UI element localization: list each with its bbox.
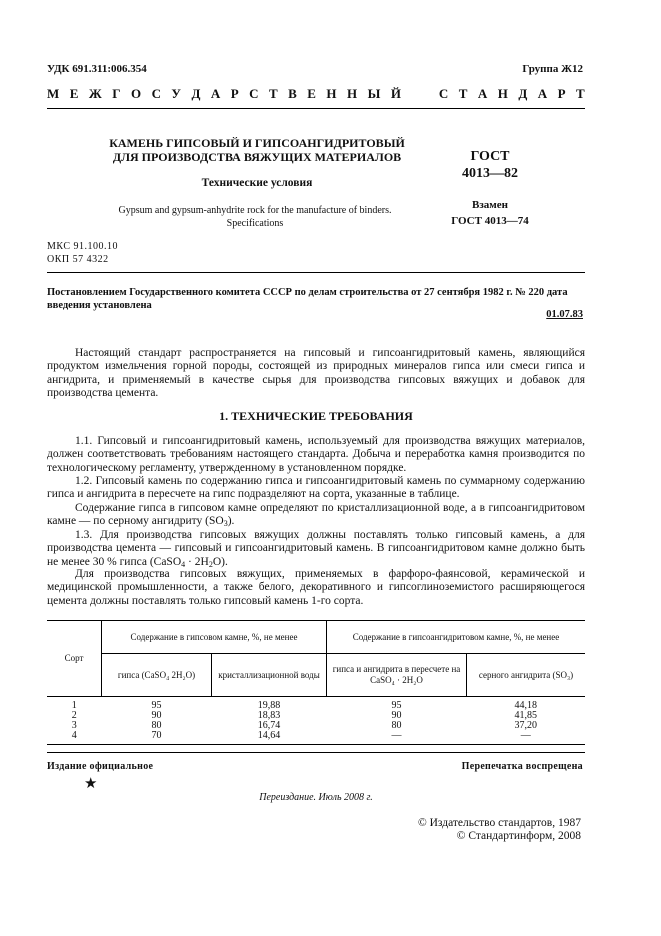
english-title-line-2: Specifications (226, 218, 284, 229)
document-title (92, 136, 422, 164)
banner-letter: А (537, 86, 548, 101)
table-cell-gyp-anh: 95 (391, 700, 402, 711)
banner-letter: Т (576, 86, 585, 101)
okp-code: ОКП 57 4322 (47, 254, 109, 265)
clause-1-3-text-a: 1.3. Для производства гипсовых вяжущих должны поставлять только гипсовый камень, а для производства цемента — гипсовый и гипсоангидритовый камень. В гипсоангидритовом камне должно быть не менее 30 % гипса (CaSO (47, 529, 585, 568)
reprint-prohibited: Перепечатка воспрещена (461, 761, 583, 772)
footer-divider (47, 752, 585, 753)
clause-1-2: 1.2. Гипсовый камень по содержанию гипса и гипсоангидритовый камень по суммарному содержанию гипса и ангидрита в пересчете на гипс подразделяют на сорта, указанные в таблице. (47, 475, 585, 501)
title-line-1: КАМЕНЬ ГИПСОВЫЙ И ГИПСОАНГИДРИТОВЫЙ (109, 136, 405, 150)
header-gypsum-anhydrite: гипса и ангидрита в пересчете на CaSO₄ · 2H₂O (327, 654, 467, 697)
udk-code: УДК 691.311:006.354 (47, 63, 147, 75)
table-cell-water: 19,88 (257, 700, 281, 711)
table-cell-gypsum: 90 (151, 710, 162, 721)
header-gypsum-rock: Содержание в гипсовом камне, %, не менее (102, 621, 327, 654)
banner-letter: Ы (367, 86, 381, 101)
table-row (47, 697, 585, 712)
table-cell-sort: 2 (71, 710, 77, 721)
table-cell-gypsum: 80 (151, 720, 162, 731)
so3-subscript: 3 (223, 519, 228, 529)
table-header-row-2 (47, 654, 585, 697)
table-cell-so3: 37,20 (514, 720, 537, 731)
gost-label: ГОСТ (470, 149, 510, 164)
banner-letter: Д (191, 86, 201, 101)
table-cell-gyp-anh: 90 (391, 710, 402, 721)
banner-letter: М (47, 86, 60, 101)
header-water: кристаллизационной воды (212, 654, 327, 697)
banner-letter: Н (347, 86, 358, 101)
title-divider (47, 272, 585, 273)
intro-paragraph: Настоящий стандарт распространяется на гипсовый и гипсоангидритовый камень, являющийся продуктом измельчения горной породы, состоящей из природных минералов гипса или смеси гипса и ангидрита, и применяемый в качестве сырья для производства гипсовых вяжущих и добавок для производства цемента. (47, 347, 585, 399)
introduction-date: 01.07.83 (546, 309, 583, 320)
header-sort: Сорт (47, 621, 102, 697)
banner-letter: У (171, 86, 181, 101)
banner-letter: Т (458, 86, 468, 101)
english-title (80, 204, 430, 230)
official-edition: Издание официальное (47, 761, 154, 772)
grade-table (47, 620, 585, 745)
table-header-row-1 (47, 621, 585, 654)
caso4-subscript: 4 (181, 559, 186, 569)
banner-letter: Н (497, 86, 508, 101)
table-cell-so3: 44,18 (514, 700, 537, 711)
table-cell-sort: 3 (71, 720, 77, 731)
header-gypsum: гипса (CaSO₄ 2H₂O) (102, 654, 212, 697)
interstate-standard-banner (47, 86, 585, 102)
reissue-note: Переиздание. Июль 2008 г. (259, 792, 373, 803)
star-icon: ★ (84, 776, 98, 792)
table-row (47, 721, 585, 731)
english-title-line-1: Gypsum and gypsum-anhydrite rock for the manufacture of binders. (118, 205, 392, 216)
copyright-line-1: © Издательство стандартов, 1987 (417, 817, 581, 829)
banner-letter: Р (230, 86, 239, 101)
banner-letter: Н (326, 86, 337, 101)
banner-letter (425, 86, 428, 102)
table-cell-so3: — (520, 730, 531, 741)
header-divider (47, 108, 585, 109)
banner-letter: Р (557, 86, 566, 101)
clause-1-3-text-b: O). (212, 555, 228, 568)
header-gypsum-anhydrite-rock: Содержание в гипсоангидритовом камне, %, не менее (327, 621, 586, 654)
table-row (47, 711, 585, 721)
banner-letter: А (210, 86, 221, 101)
banner-letter: Д (518, 86, 528, 101)
gost-number: 4013—82 (462, 166, 518, 181)
table-cell-gyp-anh: — (391, 730, 402, 741)
banner-letter: Е (307, 86, 316, 101)
banner-letter: С (438, 86, 449, 101)
clause-1-2-continued (47, 502, 585, 529)
table-cell-water: 18,83 (257, 710, 281, 721)
banner-letter: С (151, 86, 161, 101)
table-cell-so3: 41,85 (514, 710, 537, 721)
table-row (47, 731, 585, 745)
banner-letter: А (477, 86, 488, 101)
banner-letter: Е (69, 86, 79, 101)
banner-letter: Г (112, 86, 121, 101)
gost-number-block (440, 148, 540, 182)
banner-letter (411, 86, 414, 102)
table-cell-gypsum: 70 (151, 730, 162, 741)
table-cell-sort: 4 (71, 730, 77, 741)
table-cell-gypsum: 95 (151, 700, 162, 711)
banner-letter: Ж (88, 86, 102, 101)
table-cell-sort: 1 (71, 700, 77, 711)
table-body (47, 697, 585, 745)
clause-1-3-continued: Для производства гипсовых вяжущих, применяемых в фарфоро-фаянсовой, керамической и медицинской промышленности, а также белого, декоративного и гипсоглиноземистого расширяющегося цемента должны поставлять только гипсовый камень 1-го сорта. (47, 568, 585, 607)
replaces-number: ГОСТ 4013—74 (451, 215, 529, 227)
clause-1-3-text-mid: · 2H (185, 555, 209, 568)
document-subtitle: Технические условия (201, 177, 313, 189)
banner-letter: С (249, 86, 259, 101)
replaces-label: Взамен (472, 199, 508, 211)
copyright-block (418, 817, 581, 843)
clause-1-2-text-b: ). (227, 515, 235, 528)
copyright-line-2: © Стандартинформ, 2008 (456, 830, 581, 842)
table-cell-gyp-anh: 80 (391, 720, 402, 731)
banner-letter: О (130, 86, 142, 101)
title-line-2: ДЛЯ ПРОИЗВОДСТВА ВЯЖУЩИХ МАТЕРИАЛОВ (112, 150, 402, 164)
table-cell-water: 14,64 (257, 730, 281, 741)
banner-letter: Т (269, 86, 278, 101)
header-so3: серного ангидрита (SO₃) (467, 654, 586, 697)
clause-1-3 (47, 529, 585, 569)
h2o-subscript: 2 (208, 559, 213, 569)
clause-1-1: 1.1. Гипсовый и гипсоангидритовый камень, используемый для производства вяжущих материалов, должен соответствовать требованиям настоящего стандарта. Добыча и переработка камня производится по технологическому регламенту, утвержденному в установленном порядке. (47, 435, 585, 474)
banner-letter: Й (390, 86, 401, 101)
decree-text: Постановлением Государственного комитета СССР по делам строительства от 27 сентября 1982 г. № 220 дата введения установлена (47, 287, 568, 311)
clause-1-2-text-a: Содержание гипса в гипсовом камне определяют по кристаллизационной воде, а в гипсоангидритовом камне — по серному ангидриту (SO (47, 502, 585, 528)
banner-letter: В (288, 86, 297, 101)
replaces-block (420, 197, 560, 229)
classification-codes (47, 240, 118, 266)
table-cell-water: 16,74 (257, 720, 281, 731)
mks-code: МКС 91.100.10 (47, 241, 118, 252)
section-heading: 1. ТЕХНИЧЕСКИЕ ТРЕБОВАНИЯ (219, 409, 413, 423)
group-code: Группа Ж12 (522, 63, 583, 75)
